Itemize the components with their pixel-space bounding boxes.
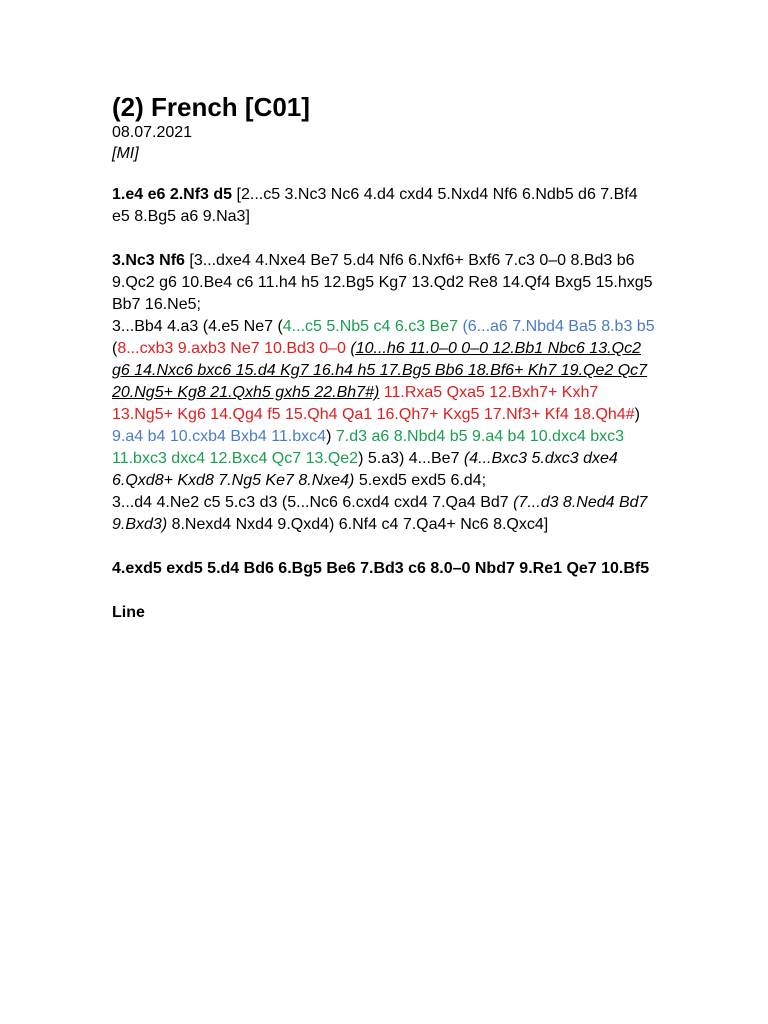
variation-text: 8.Nexd4 Nxd4 9.Qxd4) 6.Nf4 c4 7.Qa4+ Nc6 8.Qxc4]	[167, 516, 549, 533]
move-paragraph-1	[112, 184, 657, 228]
variation-blue: 9.a4 b4 10.cxb4 Bxb4 11.bxc4	[112, 428, 327, 445]
variation-italic: (4...Bxc3 5.dxc3 dxe4 6.Qxd8+ Kxd8 7.Ng5 Ke7 8.Nxe4)	[112, 450, 618, 489]
paren-blue: (	[458, 318, 468, 335]
variation-green: 4...c5 5.Nb5 c4 6.c3 Be7	[282, 318, 458, 335]
move-paragraph-3: 4.exd5 exd5 5.d4 Bd6 6.Bg5 Be6 7.Bd3 c6 8.0–0 Nbd7 9.Re1 Qe7 10.Bf5	[112, 560, 650, 577]
paren: )	[326, 428, 332, 445]
spacer	[112, 164, 657, 184]
game-date: 08.07.2021	[112, 124, 193, 141]
variation-text: 3...d4 4.Ne2 c5 5.c3 d3 (5...Nc6 6.cxd4 cxd4 7.Qa4 Bd7	[112, 494, 514, 511]
spacer	[112, 536, 657, 558]
variation-text: [3...dxe4 4.Nxe4 Be7 5.d4 Nf6 6.Nxf6+ Bxf6 7.c3 0–0 8.Bd3 b6 9.Qc2 g6 10.Be4 c6 11.h4 h5 12.Bg5 Kg7 13.Qd2 Re8 14.Qf4 Bxg5 15.hxg5 Bb7 16.Ne5;	[112, 252, 653, 313]
variation-italic: (7...d3 8.Ned4 Bd7 9.Bxd3)	[112, 494, 648, 533]
paren: )	[634, 406, 640, 423]
variation-text: ) 5.a3) 4...Be7	[358, 450, 464, 467]
spacer	[112, 580, 657, 602]
variation-text: 3...Bb4 4.a3 (4.e5 Ne7 (	[112, 318, 283, 335]
game-title: (2) French [C01]	[112, 92, 310, 122]
variation-red: 11.Rxa5 Qxa5 12.Bxh7+ Kxh7 13.Ng5+ Kg6 14.Qg4 f5 15.Qh4 Qa1 16.Qh7+ Kxg5 17.Nf3+ Kf4 18.Qh4#	[112, 384, 635, 423]
game-event: [MI]	[112, 145, 139, 162]
mainline-moves: 3.Nc3 Nf6	[112, 252, 185, 269]
game-page	[112, 92, 657, 624]
variation-text: 5.exd5 exd5 6.d4;	[354, 472, 487, 489]
variation-text: [2...c5 3.Nc3 Nc6 4.d4 cxd4 5.Nxd4 Nf6 6.Ndb5 d6 7.Bf4 e5 8.Bg5 a6 9.Na3]	[112, 186, 638, 225]
variation-italic-underlined: (10...h6 11.0–0 0–0 12.Bb1 Nbc6 13.Qc2 g6 14.Nxc6 bxc6 15.d4 Kg7 16.h4 h5 17.Bg5 Bb6 18.Bf6+ Kh7 19.Qe2 Qc7 20.Ng5+ Kg8 21.Qxh5 gxh5 22.Bh7#)	[112, 340, 648, 401]
variation-blue: 6...a6 7.Nbd4 Ba5 8.b3 b5	[467, 318, 655, 335]
move-paragraph-2	[112, 250, 657, 536]
line-label: Line	[112, 604, 145, 621]
variation-green: 7.d3 a6 8.Nbd4 b5 9.a4 b4 10.dxc4 bxc3 11.bxc3 dxc4 12.Bxc4 Qc7 13.Qe2	[112, 428, 625, 467]
spacer	[112, 228, 657, 250]
paren: (	[112, 340, 118, 357]
variation-red: 8...cxb3 9.axb3 Ne7 10.Bd3 0–0	[117, 340, 346, 357]
mainline-moves: 1.e4 e6 2.Nf3 d5	[112, 186, 233, 203]
